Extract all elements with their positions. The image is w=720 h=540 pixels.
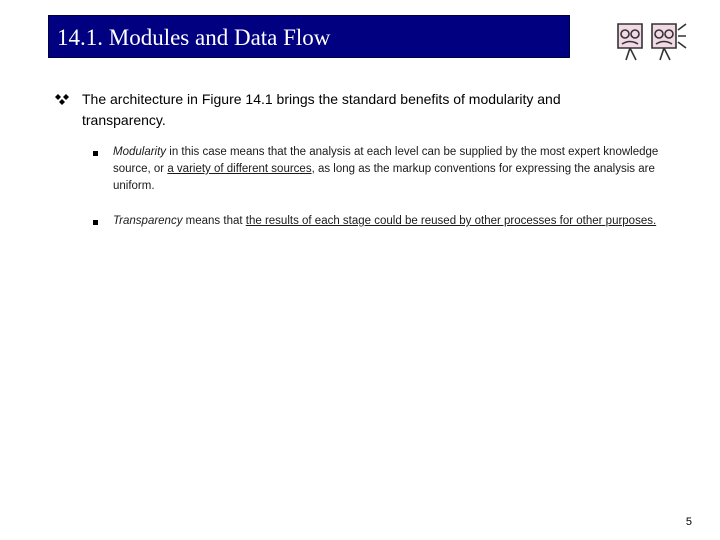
term-modularity: Modularity bbox=[113, 146, 167, 158]
diamond-bullet-icon bbox=[54, 93, 70, 107]
sub-bullet-marker-2 bbox=[93, 220, 98, 225]
page-number: 5 bbox=[685, 516, 692, 528]
sub-bullet-transparency bbox=[113, 213, 683, 230]
link-different-sources[interactable]: a variety of different sources bbox=[167, 163, 312, 175]
sub-text-a: means that bbox=[182, 215, 246, 227]
slide-title: 14.1. Modules and Data Flow bbox=[57, 25, 331, 50]
main-bullet-text: The architecture in Figure 14.1 brings the standard benefits of modularity and transparency. bbox=[82, 91, 561, 128]
term-transparency: Transparency bbox=[113, 215, 183, 227]
sub-bullet-marker-1 bbox=[93, 151, 98, 156]
sub-text-b: , as long as the markup conventions for expressing the analysis are uniform. bbox=[113, 163, 655, 192]
sub-bullet-modularity bbox=[113, 144, 683, 195]
slide-title-bar bbox=[48, 15, 570, 58]
figures-logo-icon bbox=[612, 18, 688, 62]
sub-text-a: in this case means that the analysis at each level can be supplied by the most expert knowledge source, or bbox=[113, 146, 659, 175]
link-results-reused[interactable]: the results of each stage could be reused by other processes for other purposes. bbox=[245, 215, 657, 227]
